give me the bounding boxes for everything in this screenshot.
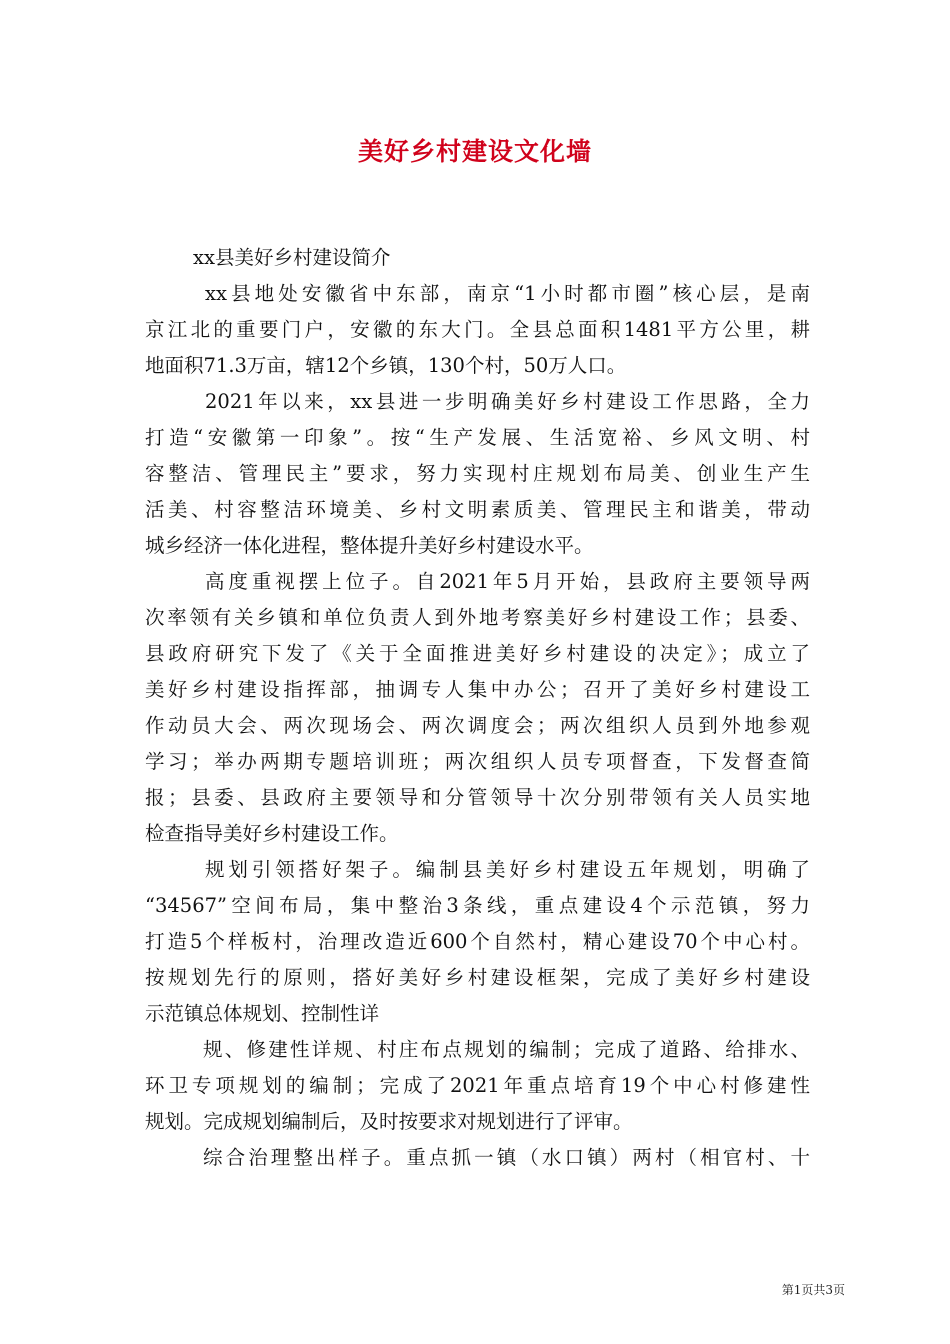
paragraph-line: 高度重视摆上位子。自2021年5月开始，县政府主要领导两 bbox=[205, 570, 810, 593]
paragraph-line: 县政府研究下发了《关于全面推进美好乡村建设的决定》；成立了 bbox=[145, 642, 810, 665]
document-body bbox=[145, 240, 810, 1176]
paragraph-line: 按规划先行的原则，搭好美好乡村建设框架，完成了美好乡村建设 bbox=[145, 966, 810, 989]
paragraph-line: 美好乡村建设指挥部，抽调专人集中办公；召开了美好乡村建设工 bbox=[145, 678, 810, 701]
page-number: 第1页共3页 bbox=[781, 1283, 845, 1297]
paragraph-line: 学习；举办两期专题培训班；两次组织人员专项督查，下发督查简 bbox=[145, 750, 810, 773]
paragraph-line: 京江北的重要门户，安徽的东大门。全县总面积1481平方公里，耕 bbox=[145, 318, 810, 341]
paragraph-line: 示范镇总体规划、控制性详 bbox=[145, 1002, 380, 1025]
paragraph-line: 规划。完成规划编制后，及时按要求对规划进行了评审。 bbox=[145, 1110, 633, 1133]
paragraph-line: 容整洁、管理民主”要求，努力实现村庄规划布局美、创业生产生 bbox=[145, 462, 810, 485]
paragraph-line: 规、修建性详规、村庄布点规划的编制；完成了道路、给排水、 bbox=[203, 1038, 810, 1061]
paragraph-line: 地面积71.3万亩，辖12个乡镇，130个村，50万人口。 bbox=[145, 354, 627, 377]
paragraph-line: 综合治理整出样子。重点抓一镇（水口镇）两村（相官村、十 bbox=[203, 1146, 810, 1169]
section-heading: xx县美好乡村建设简介 bbox=[193, 246, 391, 269]
paragraph-line: 规划引领搭好架子。编制县美好乡村建设五年规划，明确了 bbox=[205, 858, 810, 881]
paragraph-line: 打造5个样板村，治理改造近600个自然村，精心建设70个中心村。 bbox=[145, 930, 810, 953]
paragraph-line: 次率领有关乡镇和单位负责人到外地考察美好乡村建设工作；县委、 bbox=[145, 606, 810, 629]
paragraph-line: 活美、村容整洁环境美、乡村文明素质美、管理民主和谐美，带动 bbox=[145, 498, 810, 521]
paragraph-line: 环卫专项规划的编制；完成了2021年重点培育19个中心村修建性 bbox=[145, 1074, 810, 1097]
paragraph-line: 报；县委、县政府主要领导和分管领导十次分别带领有关人员实地 bbox=[145, 786, 810, 809]
paragraph-line: xx县地处安徽省中东部，南京“1小时都市圈”核心层，是南 bbox=[205, 282, 810, 305]
paragraph-line: 作动员大会、两次现场会、两次调度会；两次组织人员到外地参观 bbox=[145, 714, 810, 737]
paragraph-line: 城乡经济一体化进程，整体提升美好乡村建设水平。 bbox=[145, 534, 594, 557]
paragraph-line: 打造“安徽第一印象”。按“生产发展、生活宽裕、乡风文明、村 bbox=[145, 426, 810, 449]
document-title: 美好乡村建设文化墙 bbox=[357, 137, 592, 166]
paragraph-line: 2021年以来，xx县进一步明确美好乡村建设工作思路，全力 bbox=[205, 390, 810, 413]
paragraph-line: 检查指导美好乡村建设工作。 bbox=[145, 822, 399, 845]
paragraph-line: “34567”空间布局，集中整治3条线，重点建设4个示范镇，努力 bbox=[145, 894, 810, 917]
